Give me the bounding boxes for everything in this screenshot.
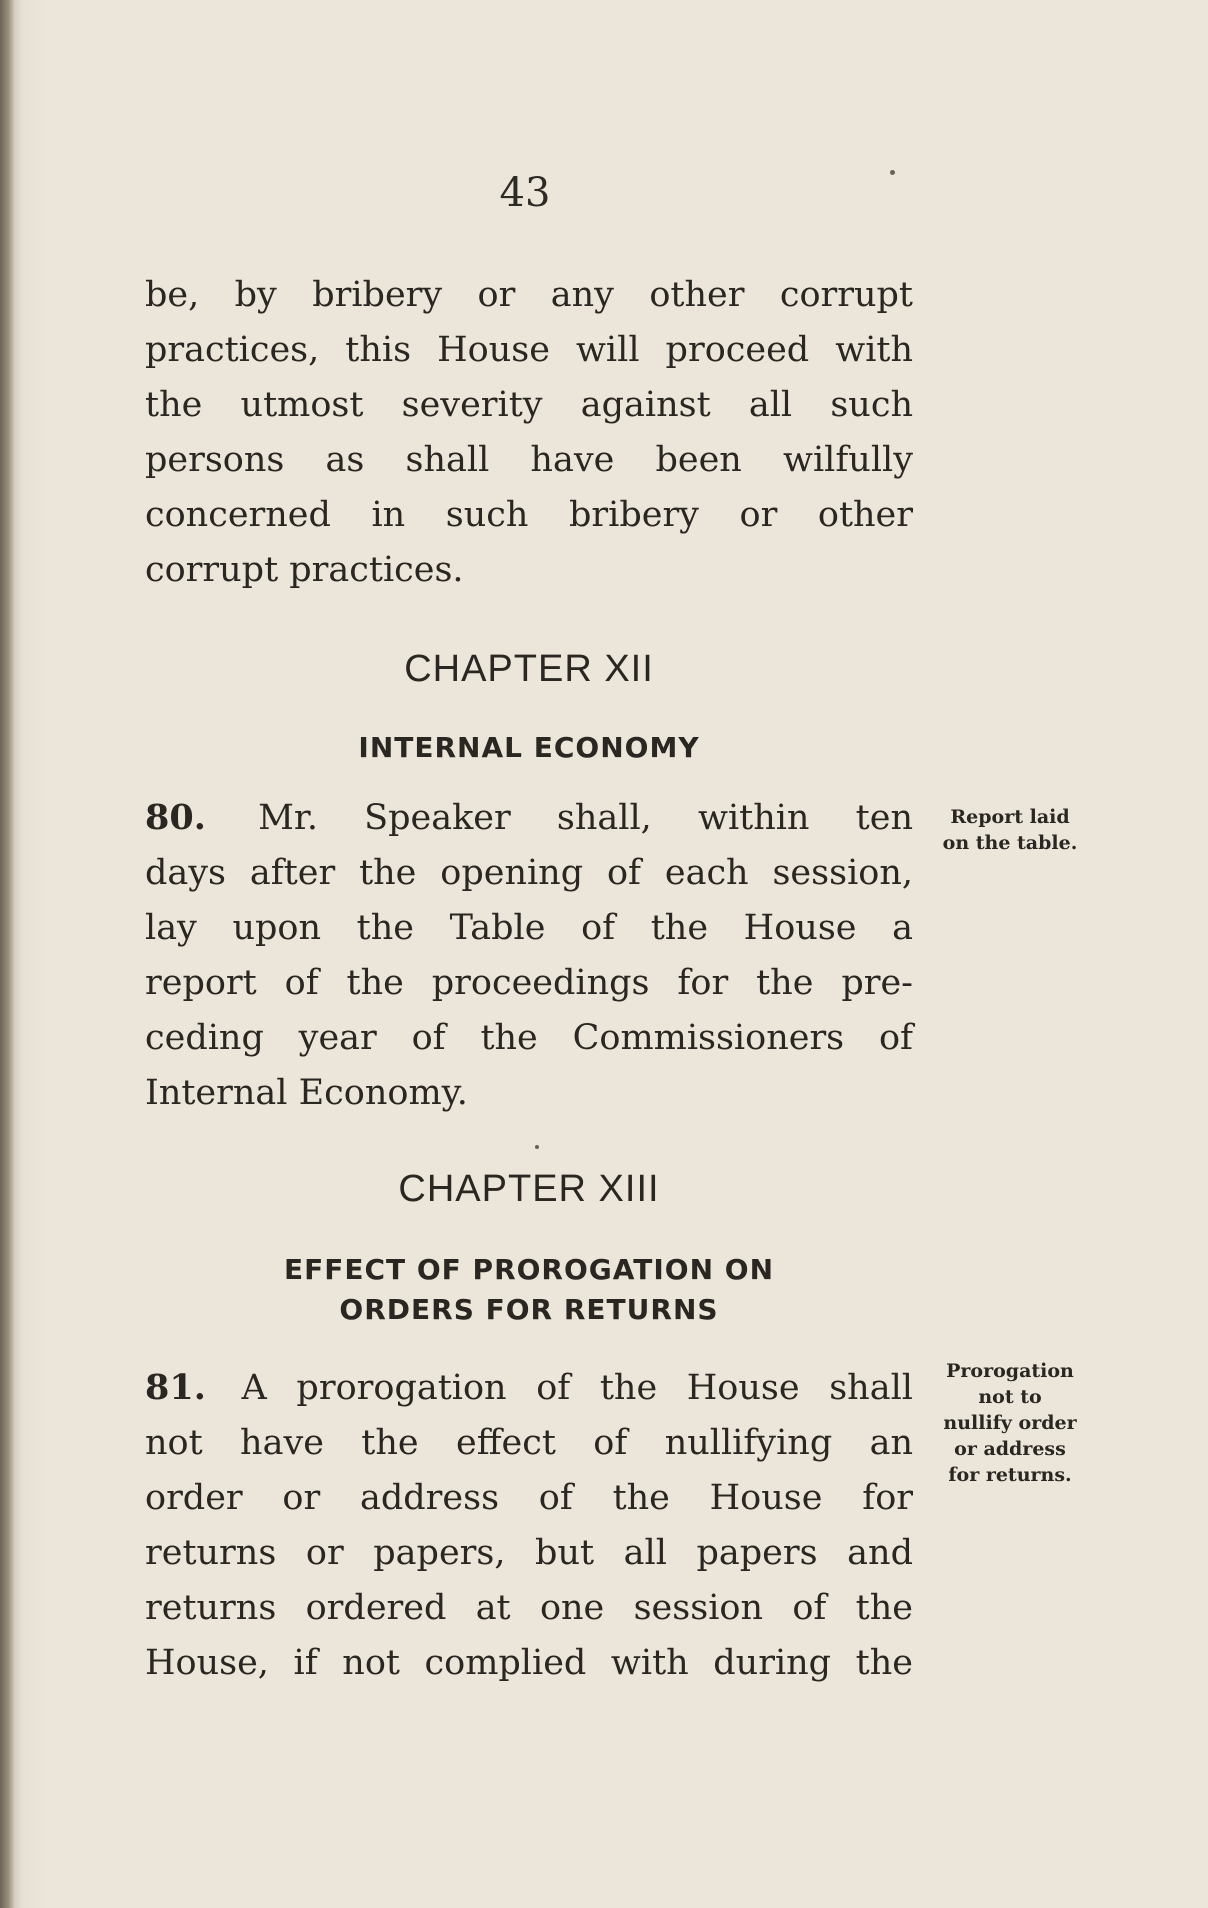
section-first-line: Mr. Speaker shall, within ten — [258, 798, 913, 838]
binding-edge — [0, 0, 14, 1908]
text-line: ceding year of the Commissioners of — [145, 1018, 913, 1058]
section-number: 81. — [145, 1367, 206, 1408]
chapter-title: CHAPTER XIII — [398, 1168, 660, 1210]
chapter-heading — [145, 1250, 913, 1330]
margin-note-line: or address — [954, 1438, 1066, 1460]
margin-note-line: Prorogation — [946, 1360, 1074, 1382]
heading-line: EFFECT OF PROROGATION ON — [283, 1253, 775, 1286]
margin-note — [920, 1358, 1100, 1488]
continued-paragraph — [145, 268, 913, 598]
margin-note-line: nullify order — [943, 1412, 1077, 1434]
chapter-title: CHAPTER XII — [404, 648, 654, 690]
text-line: be, by bribery or any other corrupt — [145, 275, 913, 315]
text-line: House, if not complied with during the — [145, 1643, 913, 1683]
text-line: report of the proceedings for the pre- — [145, 963, 913, 1003]
margin-note — [920, 804, 1100, 856]
text-line: returns ordered at one session of the — [145, 1588, 913, 1628]
section-number: 80. — [145, 797, 206, 838]
heading-line: ORDERS FOR RETURNS — [339, 1293, 719, 1326]
text-line: the utmost severity against all such — [145, 385, 913, 425]
text-line — [145, 1360, 913, 1416]
section-80 — [145, 790, 913, 1121]
text-line: returns or papers, but all papers and — [145, 1533, 913, 1573]
text-line: concerned in such bribery or other — [145, 495, 913, 535]
chapter-heading: INTERNAL ECONOMY — [358, 731, 700, 764]
text-line: order or address of the House for — [145, 1478, 913, 1518]
text-line: practices, this House will proceed with — [145, 330, 913, 370]
page-number: 43 — [499, 170, 551, 216]
text-line — [145, 790, 913, 846]
margin-note-line: on the table. — [942, 832, 1078, 854]
margin-note-line: not to — [978, 1386, 1042, 1408]
text-line: persons as shall have been wilfully — [145, 440, 913, 480]
text-line: corrupt practices. — [145, 550, 464, 590]
text-line: days after the opening of each session, — [145, 853, 913, 893]
paper-speck — [890, 170, 895, 175]
text-line: Internal Economy. — [145, 1073, 468, 1113]
margin-note-line: for returns. — [948, 1464, 1072, 1486]
text-line: lay upon the Table of the House a — [145, 908, 913, 948]
section-81 — [145, 1360, 913, 1691]
text-line: not have the effect of nullifying an — [145, 1423, 913, 1463]
margin-note-line: Report laid — [950, 806, 1070, 828]
section-first-line: A prorogation of the House shall — [241, 1368, 913, 1408]
paper-speck — [535, 1145, 539, 1149]
